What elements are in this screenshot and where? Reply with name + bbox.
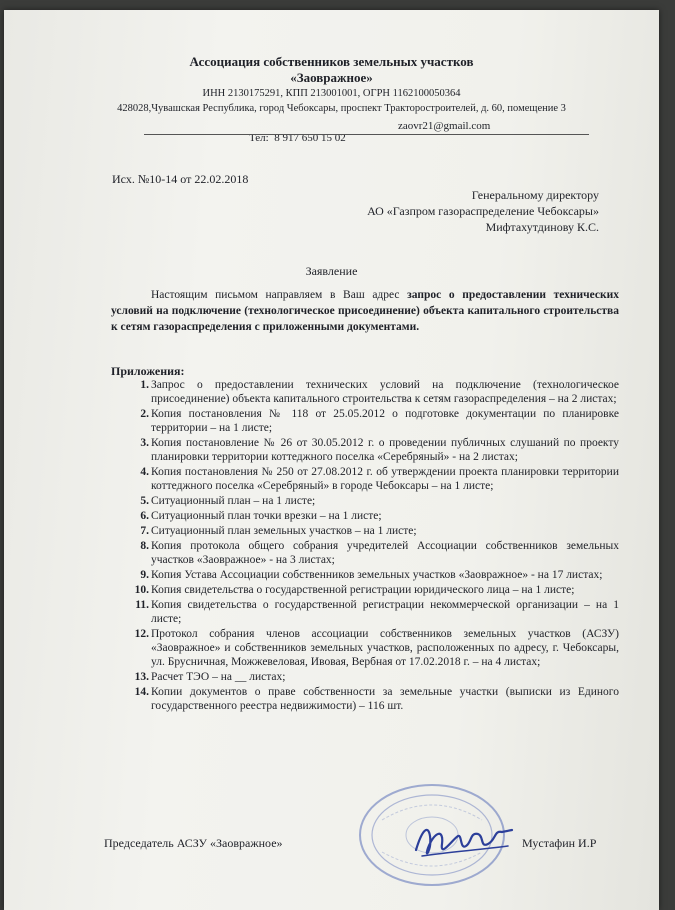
document-page [4,10,659,910]
list-item [111,583,619,597]
list-item [111,539,619,567]
list-item [111,407,619,435]
org-address: 428028,Чувашская Республика, город Чебоксары, проспект Тракторостроителей, д. 60, помещение 3 [117,103,566,114]
list-item-number: 10. [134,584,149,596]
list-item [111,670,619,684]
list-item-number: 6. [140,510,149,522]
list-item-text: Расчет ТЭО – на __ листах; [151,671,286,683]
list-item [111,685,619,713]
signatory-name: Мустафин И.Р [522,836,597,850]
list-item-text: Запрос о предоставлении технических условий на подключение (технологическое присоединение) объекта капитального строительства к сетям газораспределения – на 2 листах; [151,379,619,405]
header-divider [144,134,589,135]
org-short-name: «Заовражное» [290,70,373,85]
list-item-number: 9. [140,569,149,581]
list-item-number: 11. [135,599,149,611]
list-item-text: Протокол собрания членов ассоциации собственников земельных участков (АСЗУ) «Заовражное» и собственников земельных участков, расположенных по адресу, г. Чебоксары, ул. Брусничная, Можжевеловая, Ивовая, Вербная от 17.02.2018 г. – на 4 листах; [151,628,619,668]
attachments-list [111,378,619,714]
org-contacts [238,120,491,168]
list-item-text: Ситуационный план – на 1 листе; [151,495,316,507]
list-item [111,465,619,493]
signatory-position: Председатель АСЗУ «Заовражное» [104,836,283,850]
list-item-number: 7. [140,525,149,537]
list-item-text: Копия постановление № 26 от 30.05.2012 г. о проведении публичных слушаний по проекту планировки территории коттеджного поселка «Серебряный» - на 2 листах; [151,437,619,463]
list-item-number: 1. [140,379,149,391]
list-item-text: Копии документов о праве собственности за земельные участки (выписки из Единого государственного реестра недвижимости) – 116 шт. [151,686,619,712]
list-item-text: Ситуационный план точки врезки – на 1 листе; [151,510,382,522]
list-item [111,627,619,669]
org-ids: ИНН 2130175291, КПП 213001001, ОГРН 1162100050364 [202,88,461,99]
list-item [111,509,619,523]
outgoing-reference: Исх. №10-14 от 22.02.2018 [112,172,249,186]
list-item-number: 4. [140,466,149,478]
list-item-number: 13. [134,671,149,683]
list-item-number: 3. [140,437,149,449]
list-item-number: 5. [140,495,149,507]
list-item [111,494,619,508]
list-item-number: 2. [140,408,149,420]
list-item-number: 12. [134,628,149,640]
org-email: zaovr21@gmail.com [398,120,491,132]
list-item-text: Копия протокола общего собрания учредителей Ассоциации собственников земельных участков «Заовражное» - на 3 листах; [151,540,619,566]
list-item-text: Копия свидетельства о государственной регистрации некоммерческой организации – на 1 листе; [151,599,619,625]
list-item [111,598,619,626]
list-item-number: 14. [134,686,149,698]
list-item-number: 8. [140,540,149,552]
list-item-text: Копия Устава Ассоциации собственников земельных участков «Заовражное» - на 17 листах; [151,569,603,581]
signature-icon [408,810,518,870]
intro-plain: Настоящим письмом направляем в Ваш адрес [151,289,408,301]
org-phone: Тел: 8 917 650 15 02 [249,132,346,144]
list-item-text: Копия постановления № 118 от 25.05.2012 о подготовке документации по планировке территории – на 1 листе; [151,408,619,434]
intro-bold: запрос о предоставлении технических условий на подключение (технологическое присоединение) объекта капитального строительства к сетям газораспределения с приложенными документами. [111,289,619,333]
addressee-name: Мифтахутдинову К.С. [485,220,599,234]
list-item-text: Копия свидетельства о государственной регистрации юридического лица – на 1 листе; [151,584,575,596]
org-name: Ассоциация собственников земельных участков [189,54,474,69]
document-title: Заявление [305,264,358,278]
list-item [111,524,619,538]
list-item [111,436,619,464]
list-item [111,378,619,406]
addressee-title: Генеральному директору [471,188,599,202]
addressee-company: АО «Газпром газораспределение Чебоксары» [367,204,599,218]
list-item-text: Ситуационный план земельных участков – на 1 листе; [151,525,417,537]
list-item [111,568,619,582]
intro-paragraph [111,287,619,335]
attachments-heading: Приложения: [111,364,185,378]
list-item-text: Копия постановления № 250 от 27.08.2012 г. об утверждении проекта планировки территории коттеджного поселка «Серебряный» в городе Чебоксары – на 1 листе; [151,466,619,492]
